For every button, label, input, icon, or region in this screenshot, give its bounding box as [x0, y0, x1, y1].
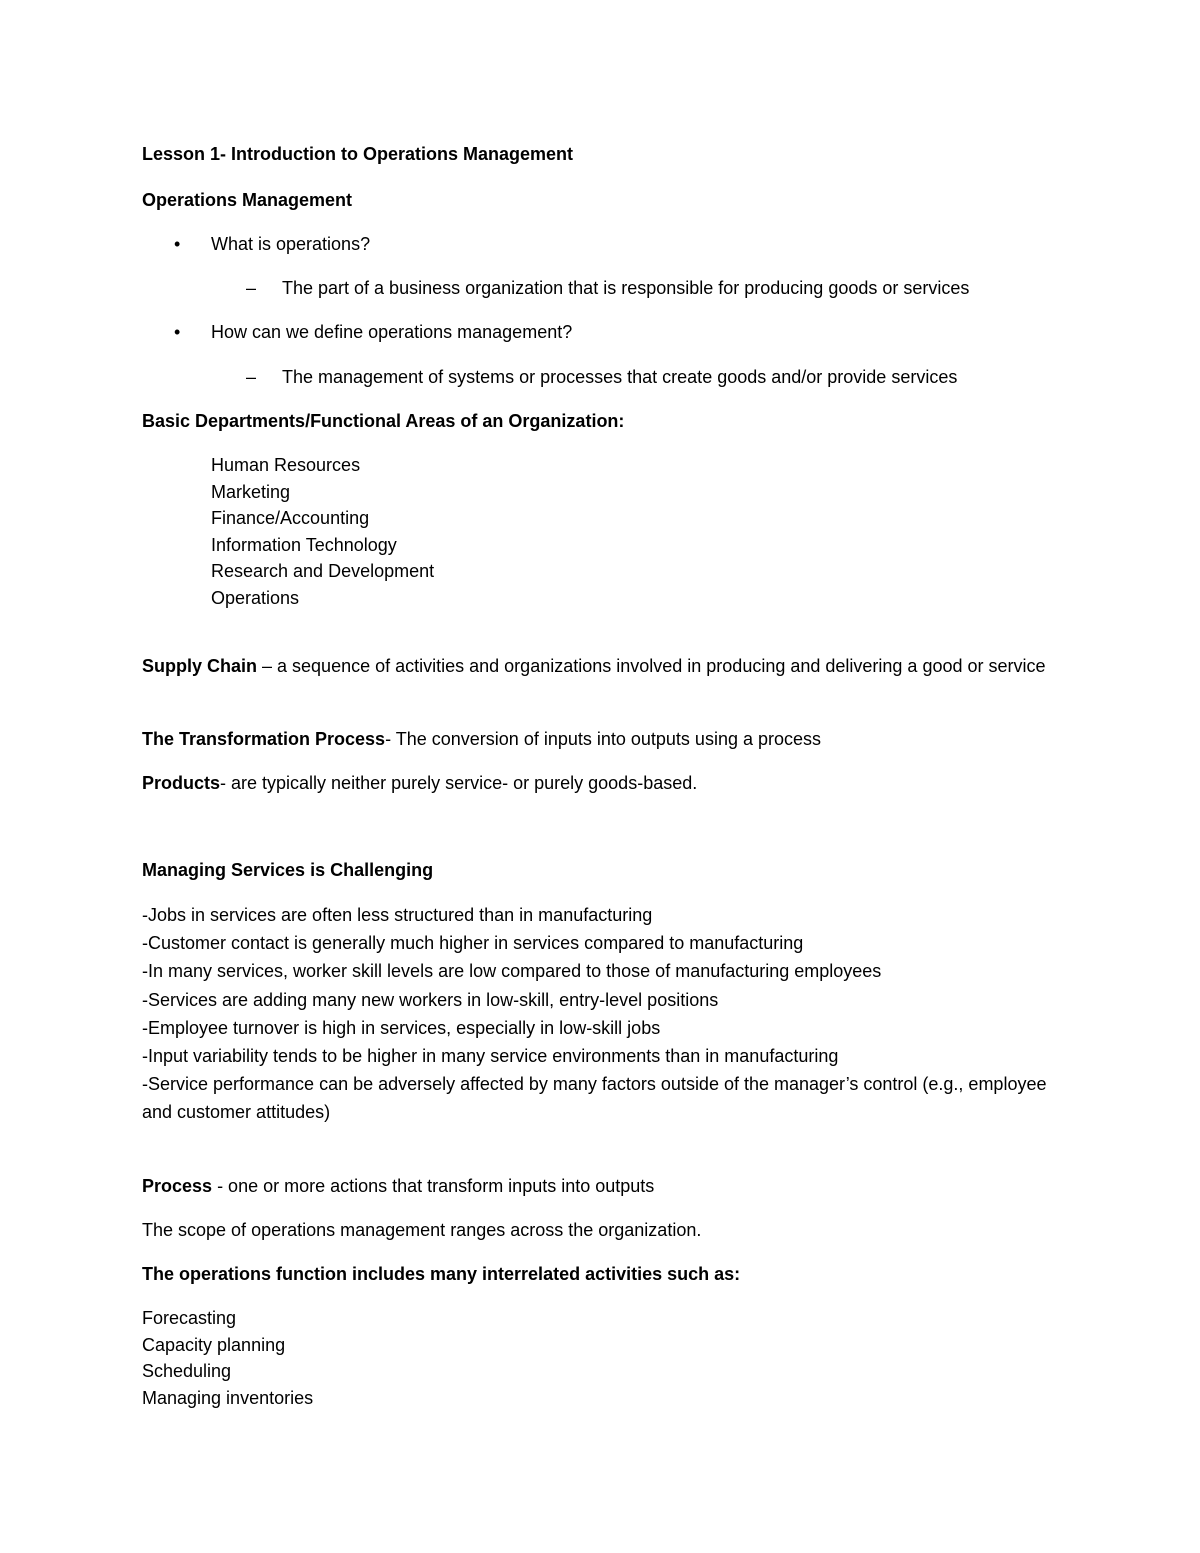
process-term: Process [142, 1176, 213, 1196]
list-item: Scheduling [142, 1361, 232, 1382]
departments-list [211, 452, 434, 612]
list-item: -Services are adding many new workers in low-skill, entry-level positions [142, 989, 719, 1010]
list-item: Human Resources [211, 455, 361, 475]
list-item: -Employee turnover is high in services, especially in low-skill jobs [142, 1017, 661, 1038]
document-title: Lesson 1- Introduction to Operations Management [142, 144, 574, 164]
products-term: Products [142, 773, 221, 793]
list-item: Research and Development [211, 561, 435, 582]
managing-services-heading: Managing Services is Challenging [142, 860, 434, 880]
transformation-paragraph [142, 728, 821, 750]
bullet-icon: • [174, 322, 181, 342]
answer-2: The management of systems or processes that create goods and/or provide services [282, 367, 958, 387]
list-item: -Input variability tends to be higher in many service environments than in manufacturing [142, 1046, 839, 1067]
question-1: What is operations? [211, 234, 371, 254]
list-item: -Jobs in services are often less structured than in manufacturing [142, 905, 653, 925]
list-item: Operations [211, 587, 300, 608]
products-paragraph [142, 772, 697, 794]
list-item: Finance/Accounting [211, 508, 370, 529]
operations-function-list [142, 1305, 313, 1411]
process-definition: - one or more actions that transform inputs into outputs [212, 1176, 655, 1196]
question-2: How can we define operations management? [211, 322, 573, 342]
supply-chain-definition: – a sequence of activities and organizations involved in producing and delivering a good or service [257, 656, 1046, 676]
operations-function-heading: The operations function includes many interrelated activities such as: [142, 1264, 741, 1284]
departments-heading: Basic Departments/Functional Areas of an Organization: [142, 411, 625, 431]
list-item: Capacity planning [142, 1334, 286, 1355]
supply-chain-term: Supply Chain [142, 656, 258, 676]
list-item: Managing inventories [142, 1387, 314, 1408]
bullet-icon: • [174, 234, 181, 254]
scope-text: The scope of operations management ranges across the organization. [142, 1220, 702, 1240]
supply-chain-paragraph [142, 652, 1072, 680]
list-item: -Customer contact is generally much higher in services compared to manufacturing [142, 933, 804, 954]
list-item: -Service performance can be adversely affected by many factors outside of the manager’s control (e.g., employee and customer attitudes) [142, 1074, 1047, 1123]
transformation-definition: - The conversion of inputs into outputs using a process [385, 729, 821, 749]
section-heading: Operations Management [142, 190, 353, 210]
transformation-term: The Transformation Process [142, 729, 386, 749]
process-paragraph [142, 1175, 654, 1197]
answer-1: The part of a business organization that is responsible for producing goods or services [282, 278, 970, 298]
dash-icon: – [246, 367, 257, 387]
dash-icon: – [246, 278, 257, 298]
managing-services-list [142, 901, 1072, 1127]
list-item: Forecasting [142, 1308, 237, 1328]
list-item: Information Technology [211, 534, 397, 555]
products-definition: - are typically neither purely service- or purely goods-based. [220, 773, 698, 793]
list-item: -In many services, worker skill levels are low compared to those of manufacturing employees [142, 961, 882, 982]
list-item: Marketing [211, 481, 291, 502]
